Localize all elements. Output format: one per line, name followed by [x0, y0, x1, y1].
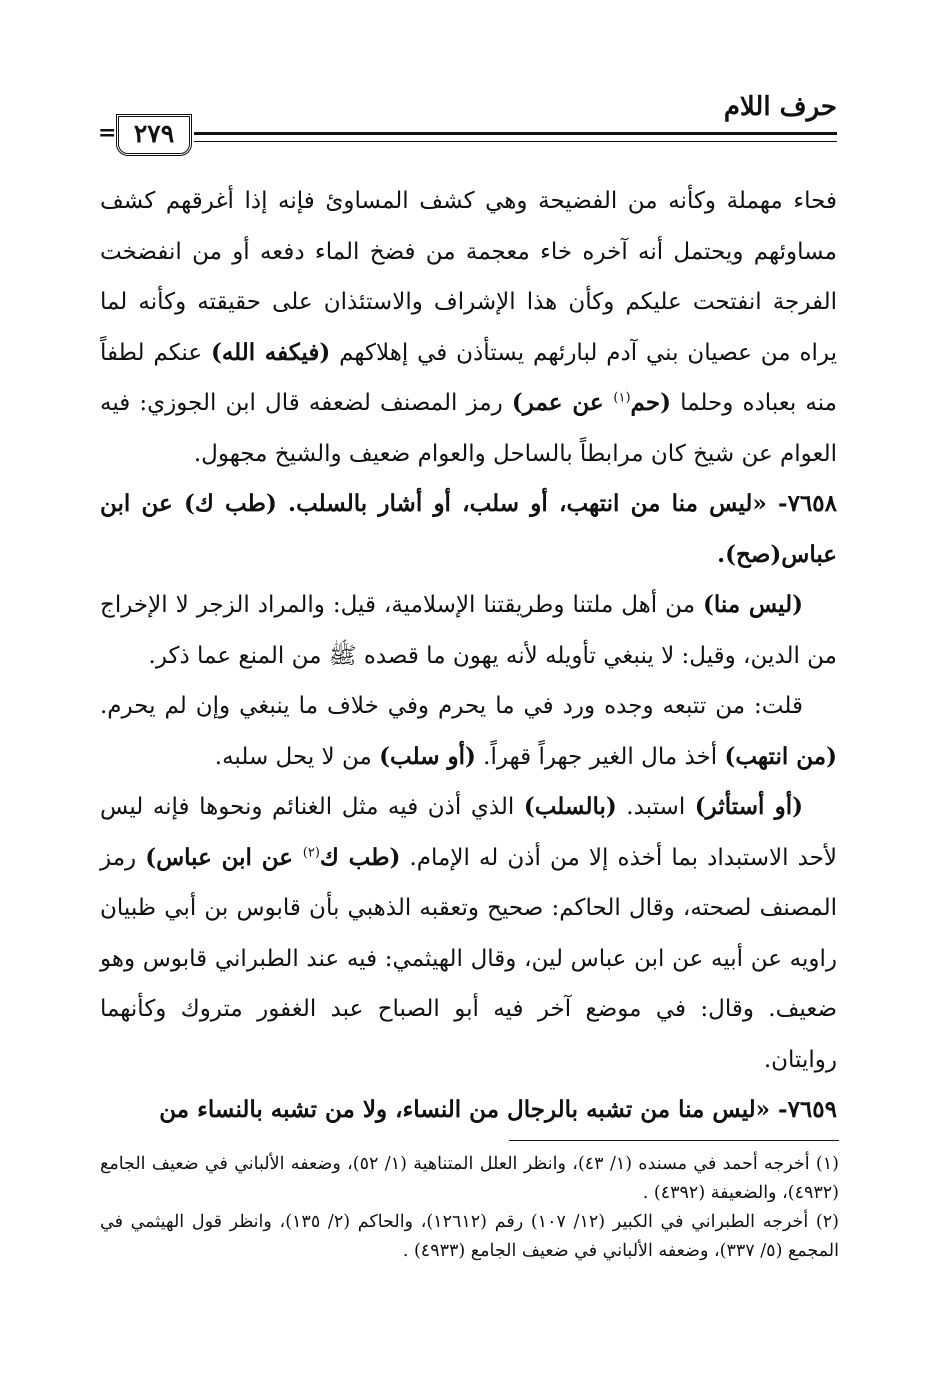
text-span: أخذ مال الغير جهراً قهراً.	[475, 743, 725, 770]
chapter-title: حرف اللام	[723, 92, 837, 122]
commentary-paragraph	[100, 176, 837, 479]
text-span: من لا يحل سلبه.	[214, 743, 380, 770]
footnote-ref-2[interactable]: (٢)	[302, 844, 320, 860]
text-span: عنكم لطفاً منه بعباده وحلما	[100, 339, 838, 416]
text-span: رمز المصنف لضعفه قال ابن الجوزي: فيه العوام عن شيخ كان مرابطاً بالساحل والعوام ضعيف والشيخ مجهول.	[100, 390, 837, 467]
commentary-paragraph	[100, 782, 837, 1085]
hadith-7659: ٧٦٥٩- «ليس منا من تشبه بالرجال من النساء، ولا من تشبه بالنساء من	[159, 1096, 837, 1123]
footnote-ref-1[interactable]: (١)	[613, 390, 631, 406]
footnote-1: (١) أخرجه أحمد في مسنده (١/ ٤٣)، وانظر العلل المتناهية (١/ ٥٢)، وضعفه الألباني في ضعيف الجامع (٤٩٣٢)، والضعيفة (٤٣٩٢) .	[100, 1154, 839, 1203]
hadith-7658: ٧٦٥٨- «ليس منا من انتهب، أو سلب، أو أشار بالسلب. (طب ك) عن ابن عباس(صح).	[100, 490, 837, 568]
text-span: الذي أذن فيه مثل الغنائم ونحوها فإنه ليس لأحد الاستبداد بما أخذه إلا من أذن له الإمام.	[100, 794, 837, 871]
text-span-bold: (ليس منا)	[703, 591, 803, 618]
text-span-bold: (فيكفه الله)	[210, 338, 331, 366]
header-ornament: =	[98, 120, 117, 146]
text-span-bold: (أو أستأثر)	[694, 793, 803, 820]
text-span-bold: (من انتهب)	[724, 742, 837, 770]
text-span-bold: (حم	[630, 389, 671, 416]
main-text	[100, 176, 837, 1136]
page-number: ٢٧٩	[116, 114, 192, 156]
text-span: استبد.	[616, 794, 695, 820]
text-span: قلت: من تتبعه وجده ورد في ما يحرم وفي خلاف ما ينبغي وإن لم يحرم.	[100, 693, 803, 719]
commentary-paragraph	[100, 580, 837, 681]
page-header	[98, 88, 837, 160]
text-span: من أهل ملتنا وطريقتنا الإسلامية، قيل: والمراد الزجر لا الإخراج من الدين، وقيل: لا ينبغي تأويله لأنه يهون ما قصده ﷺ من المنع عما ذكر.	[100, 592, 837, 669]
text-span-bold: (طب ك	[319, 843, 401, 871]
text-span-bold: (بالسلب)	[523, 793, 617, 820]
header-rule	[194, 132, 837, 142]
text-span-bold: عن ابن عباس)	[145, 843, 303, 871]
footnote-divider	[509, 1140, 839, 1141]
text-span: رمز المصنف لصحته، وقال الحاكم: صحيح وتعقبه الذهبي بأن قابوس بن أبي ظبيان راويه عن أبيه عن ابن عباس لين، وقال الهيثمي: فيه عند الطبراني قابوس وهو ضعيف. وقال: في موضع آخر فيه أبو الصباح عبد الغفور متروك وكأنهما روايتان.	[100, 844, 837, 1073]
commentary-paragraph	[100, 681, 837, 782]
text-span: فحاء مهملة وكأنه من الفضيحة وهي كشف المساوئ فإنه إذا أغرقهم كشف مساوئهم ويحتمل أنه آخره خاء معجمة من فضخ الماء دفعه أو من انفضخت الفرجة انفتحت عليكم وكأن هذا الإشراف والاستئذان على حقيقته وكأنه لما يراه من عصيان بني آدم لبارئهم يستأذن في إهلاكهم	[100, 188, 838, 366]
footnotes	[100, 1150, 839, 1266]
text-span-bold: (أو سلب)	[379, 742, 476, 770]
text-span-bold: عن عمر)	[511, 389, 614, 416]
footnote-2: (٢) أخرجه الطبراني في الكبير (١٢/ ١٠٧) رقم (١٢٦١٢)، والحاكم (٢/ ١٣٥)، وانظر قول الهيثمي في المجمع (٥/ ٣٣٧)، وضعفه الألباني في ضعيف الجامع (٤٩٣٣) .	[100, 1212, 839, 1261]
